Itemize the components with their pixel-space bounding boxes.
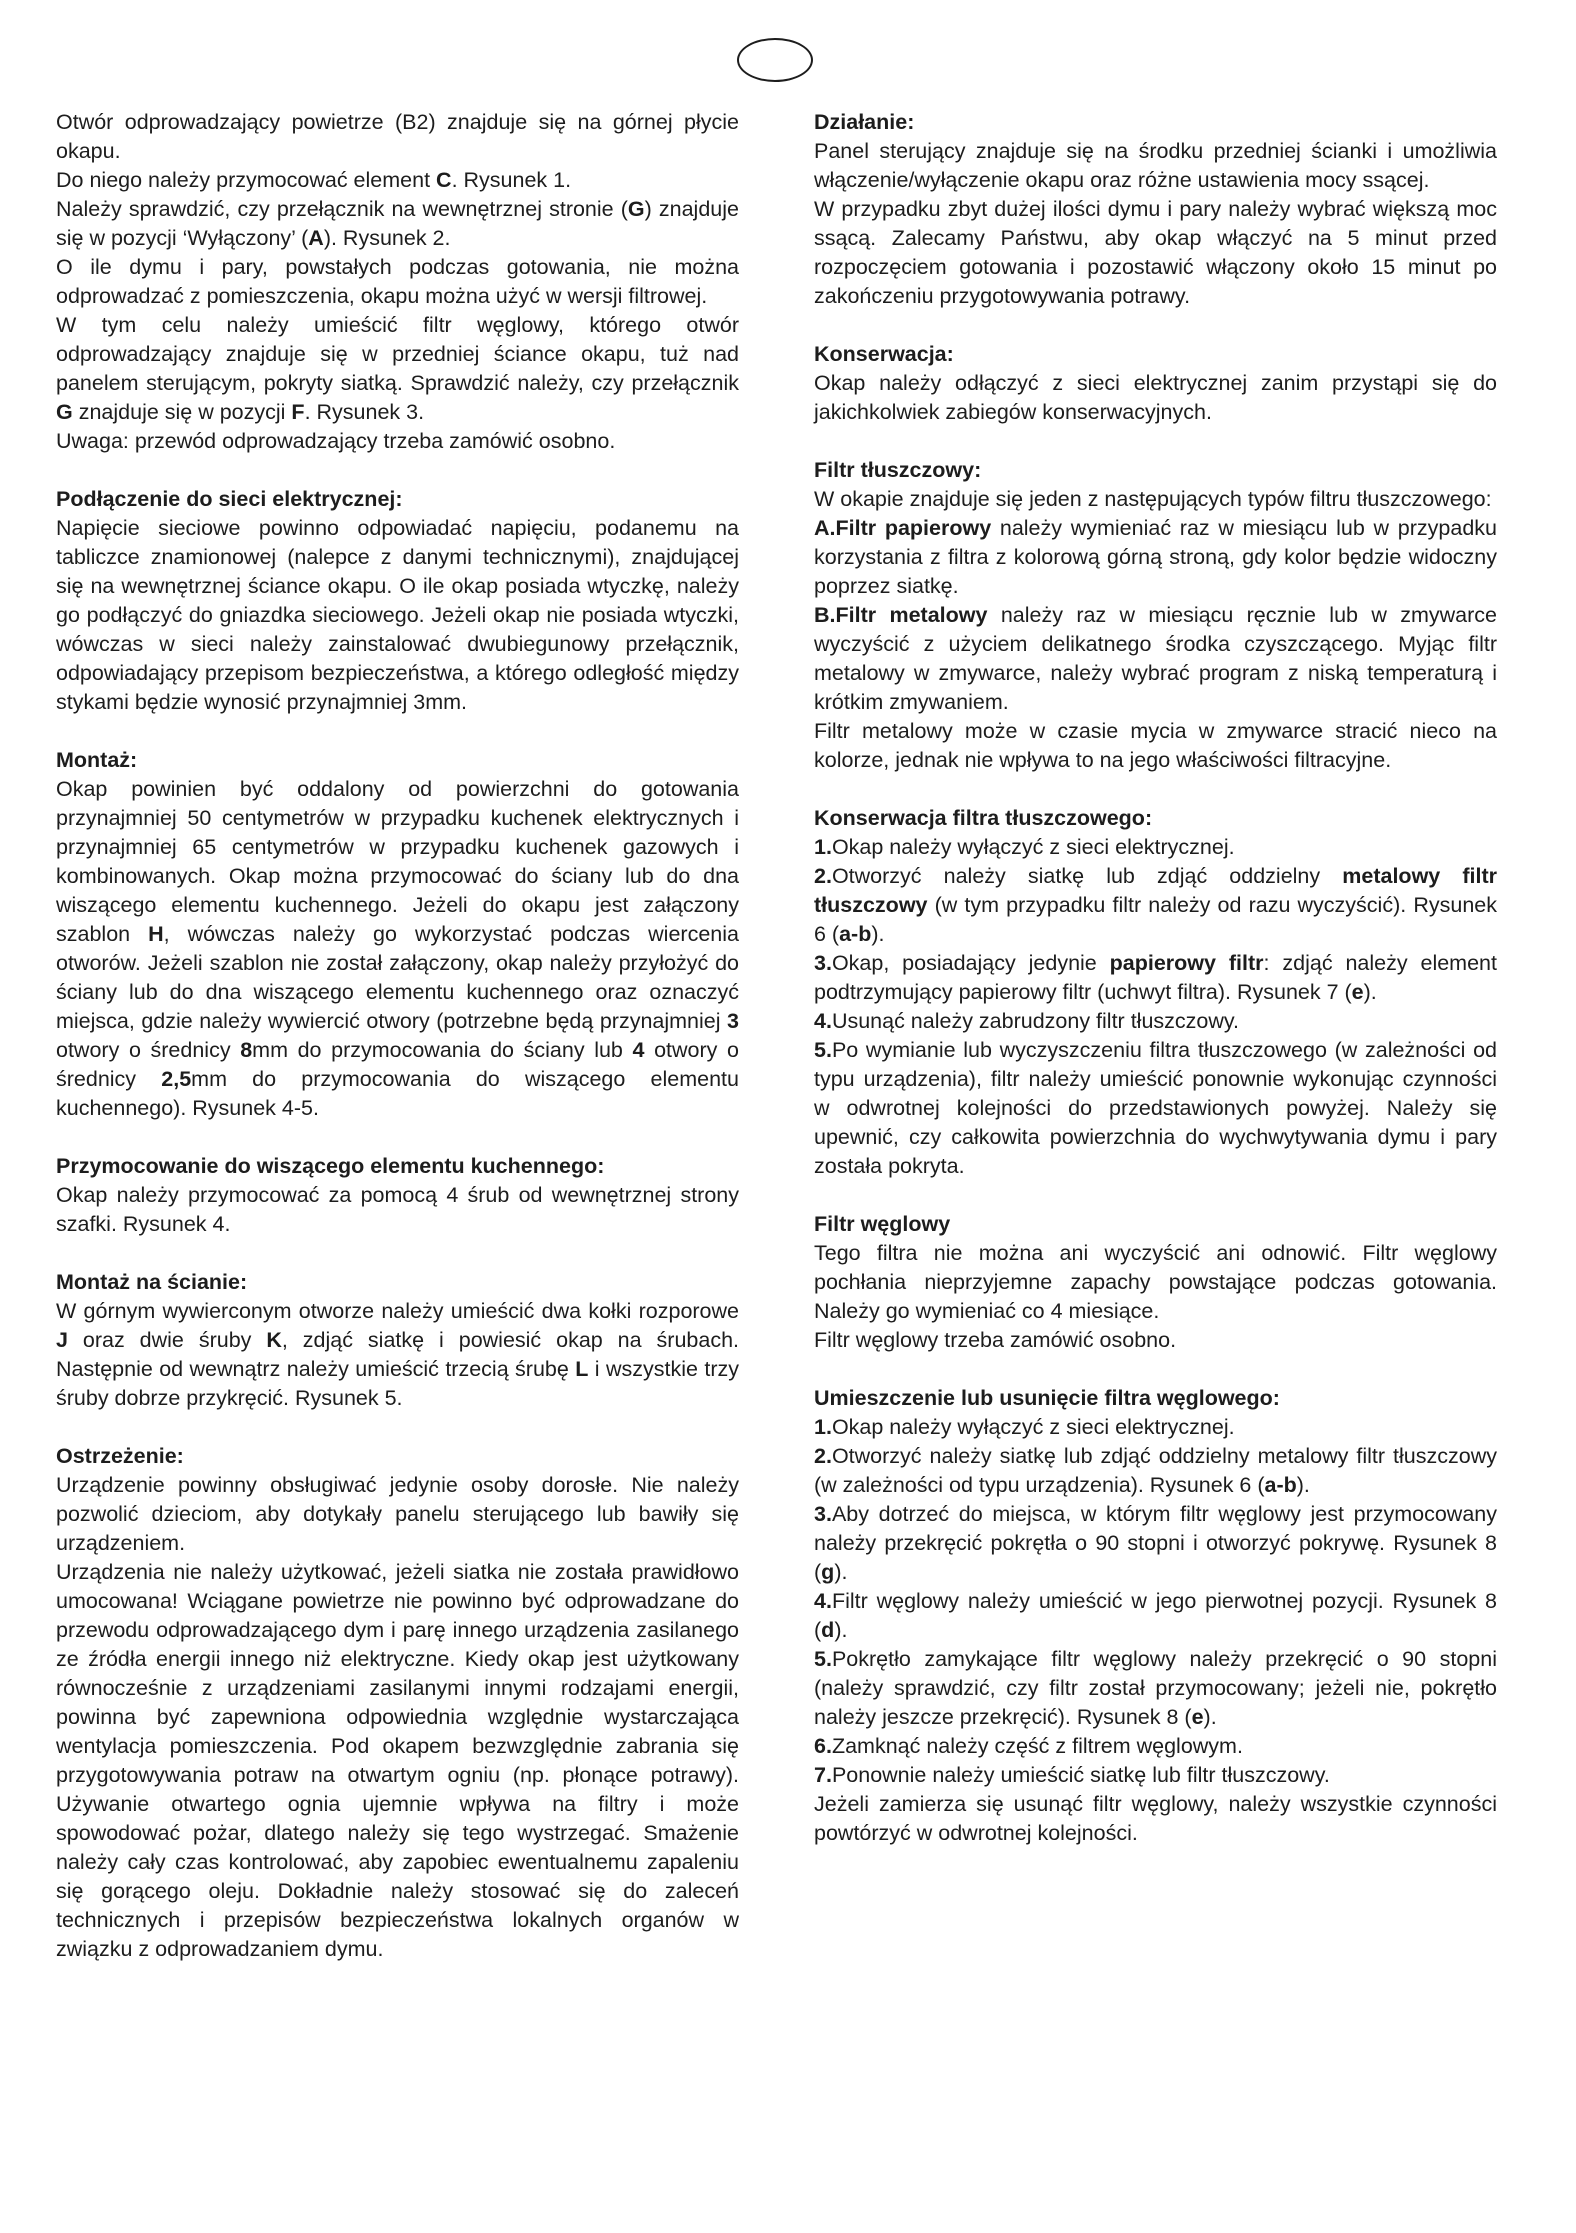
section-montaz: [56, 746, 739, 1123]
section-heading: Montaż na ścianie:: [56, 1270, 248, 1294]
section-heading: Podłączenie do sieci elektrycznej:: [56, 487, 403, 511]
paragraph: Okap powinien być oddalony od powierzchni do gotowania przynajmniej 50 centymetrów w przypadku kuchenek elektrycznych i przynajmniej 65 centymetrów w przypadku kuchenek gazowych i kombinowanych. Okap można przymocować do ściany lub do dna wiszącego elementu kuchennego. Jeżeli do okapu jest załączony szablon H, wówczas należy go wykorzystać podczas wiercenia otworów. Jeżeli szablon nie został załączony, okap należy przyłożyć do ściany lub do dna wiszącego elementu kuchennego oraz oznaczyć miejsca, gdzie należy wywiercić otwory (potrzebne będą przynajmniej 3 otwory o średnicy 8mm do przymocowania do ściany lub 4 otwory o średnicy 2,5mm do przymocowania do wiszącego elementu kuchennego). Rysunek 4-5.: [56, 777, 739, 1120]
paragraph: 3.Aby dotrzeć do miejsca, w którym filtr węglowy jest przymocowany należy przekręcić pokrętła o 90 stopni i otworzyć pokrywę. Rysunek 8 (g).: [814, 1502, 1497, 1584]
section-intro: [56, 108, 739, 456]
paragraph: 1.Okap należy wyłączyć z sieci elektrycznej.: [814, 1415, 1235, 1439]
paragraph: Jeżeli zamierza się usunąć filtr węglowy, należy wszystkie czynności powtórzyć w odwrotnej kolejności.: [814, 1792, 1497, 1845]
paragraph: Napięcie sieciowe powinno odpowiadać napięciu, podanemu na tabliczce znamionowej (nalepce z danymi technicznymi), znajdującej się na wewnętrznej ściance okapu. O ile okap posiada wtyczkę, należy go podłączyć do gniazdka sieciowego. Jeżeli okap nie posiada wtyczki, wówczas w sieci należy zainstalować dwubiegunowy przełącznik, odpowiadający przepisom bezpieczeństwa, a którego odległość między stykami będzie wynosić przynajmniej 3mm.: [56, 516, 739, 714]
section-dzialanie: [814, 108, 1497, 311]
section-heading: Konserwacja filtra tłuszczowego:: [814, 806, 1153, 830]
paragraph: 2.Otworzyć należy siatkę lub zdjąć oddzielny metalowy filtr tłuszczowy (w tym przypadku filtr należy od razu wyczyścić). Rysunek 6 (a-b).: [814, 864, 1497, 946]
section-filtr-tluszczowy: [814, 456, 1497, 775]
paragraph: Okap należy odłączyć z sieci elektrycznej zanim przystąpi się do jakichkolwiek zabiegów konserwacyjnych.: [814, 371, 1497, 424]
paragraph: Urządzenie powinny obsługiwać jedynie osoby dorosłe. Nie należy pozwolić dzieciom, aby dotykały panelu sterującego lub bawiły się urządzeniem.: [56, 1473, 739, 1555]
section-heading: Ostrzeżenie:: [56, 1444, 184, 1468]
paragraph: 5.Pokrętło zamykające filtr węglowy należy przekręcić o 90 stopni (należy sprawdzić, czy filtr został przymocowany; jeżeli nie, pokrętło należy jeszcze przekręcić). Rysunek 8 (e).: [814, 1647, 1497, 1729]
paragraph: Tego filtra nie można ani wyczyścić ani odnowić. Filtr węglowy pochłania nieprzyjemne zapachy powstające podczas gotowania. Należy go wymieniać co 4 miesiące.: [814, 1241, 1497, 1323]
section-filtr-weglowy: [814, 1210, 1497, 1355]
paragraph: B.Filtr metalowy należy raz w miesiącu ręcznie lub w zmywarce wyczyścić z użyciem delikatnego środka czyszczącego. Myjąc filtr metalowy w zmywarce, należy wybrać program z niską temperaturą i krótkim zmywaniem.: [814, 603, 1498, 714]
section-heading: Umieszczenie lub usunięcie filtra węglowego:: [814, 1386, 1280, 1410]
section-heading: Filtr węglowy: [814, 1212, 951, 1236]
paragraph: 1.Okap należy wyłączyć z sieci elektrycznej.: [814, 835, 1235, 859]
paragraph: Otwór odprowadzający powietrze (B2) znajduje się na górnej płycie okapu.: [56, 110, 739, 163]
paragraph: 7.Ponownie należy umieścić siatkę lub filtr tłuszczowy.: [814, 1763, 1330, 1787]
paragraph: Należy sprawdzić, czy przełącznik na wewnętrznej stronie (G) znajduje się w pozycji ‘Wyłączony’ (A). Rysunek 2.: [56, 197, 739, 250]
paragraph: W przypadku zbyt dużej ilości dymu i pary należy wybrać większą moc ssącą. Zalecamy Państwu, aby okap włączyć na 5 minut przed rozpoczęciem gotowania i pozostawić włączony około 15 minut po zakończeniu przygotowywania potrawy.: [814, 197, 1497, 308]
right-column: [814, 108, 1497, 1877]
paragraph: 6.Zamknąć należy część z filtrem węglowym.: [814, 1734, 1243, 1758]
left-column: [56, 108, 739, 1993]
section-heading: Konserwacja:: [814, 342, 954, 366]
paragraph: 4.Filtr węglowy należy umieścić w jego pierwotnej pozycji. Rysunek 8 (d).: [814, 1589, 1497, 1642]
section-montaz-na-scianie: [56, 1268, 739, 1413]
section-ostrzezenie: [56, 1442, 739, 1964]
section-konserwacja: [814, 340, 1497, 427]
section-przymocowanie-do-wiszacego-elementu-kuchennego: [56, 1152, 739, 1239]
paragraph: 4.Usunąć należy zabrudzony filtr tłuszczowy.: [814, 1009, 1240, 1033]
paragraph: Urządzenia nie należy użytkować, jeżeli siatka nie została prawidłowo umocowana! Wciągane powietrze nie powinno być odprowadzane do przewodu odprowadzającego dym i parę innego urządzenia zasilanego ze źródła energii innego niż elektryczne. Kiedy okap jest użytkowany równocześnie z urządzeniami zasilanymi innymi rodzajami energii, powinna być zapewniona odpowiednia względnie wystarczająca wentylacja pomieszczenia. Pod okapem bezwzględnie zabrania się przygotowywania potraw na otwartym ogniu (np. płonące potrawy). Używanie otwartego ognia ujemnie wpływa na filtry i może spowodować pożar, dlatego należy się tego wystrzegać. Smażenie należy cały czas kontrolować, aby zapobiec ewentualnemu zapaleniu się gorącego oleju. Dokładnie należy stosować się do zaleceń technicznych i przepisów bezpieczeństwa lokalnych organów w związku z odprowadzaniem dymu.: [56, 1560, 739, 1961]
paragraph: 2.Otworzyć należy siatkę lub zdjąć oddzielny metalowy filtr tłuszczowy (w zależności od typu urządzenia). Rysunek 6 (a-b).: [814, 1444, 1497, 1497]
paragraph: Panel sterujący znajduje się na środku przedniej ścianki i umożliwia włączenie/wyłączenie okapu oraz różne ustawienia mocy ssącej.: [814, 139, 1497, 192]
paragraph: W okapie znajduje się jeden z następujących typów filtru tłuszczowego:: [814, 487, 1492, 511]
paragraph: O ile dymu i pary, powstałych podczas gotowania, nie można odprowadzać z pomieszczenia, okapu można użyć w wersji filtrowej.: [56, 255, 739, 308]
language-oval-marker: [737, 38, 813, 82]
paragraph: A.Filtr papierowy należy wymieniać raz w miesiącu lub w przypadku korzystania z filtra z kolorową górną stroną, gdy kolor będzie widoczny poprzez siatkę.: [814, 516, 1497, 598]
paragraph: Filtr metalowy może w czasie mycia w zmywarce stracić nieco na kolorze, jednak nie wpływa to na jego właściwości filtracyjne.: [814, 719, 1497, 772]
paragraph: W górnym wywierconym otworze należy umieścić dwa kołki rozporowe J oraz dwie śruby K, zdjąć siatkę i powiesić okap na śrubach. Następnie od wewnątrz należy umieścić trzecią śrubę L i wszystkie trzy śruby dobrze przykręcić. Rysunek 5.: [56, 1299, 739, 1410]
section-heading: Działanie:: [814, 110, 915, 134]
section-heading: Montaż:: [56, 748, 138, 772]
paragraph: 5.Po wymianie lub wyczyszczeniu filtra tłuszczowego (w zależności od typu urządzenia), filtr należy umieścić ponownie wykonując czynności w odwrotnej kolejności do przedstawionych powyżej. Należy się upewnić, czy całkowita powierzchnia do wychwytywania dymu i pary została pokryta.: [814, 1038, 1497, 1178]
section-umieszczenie-lub-usuniecie-filtra-weglowego: [814, 1384, 1497, 1848]
section-podlaczenie-do-sieci-elektrycznej: [56, 485, 739, 717]
paragraph: Uwaga: przewód odprowadzający trzeba zamówić osobno.: [56, 429, 616, 453]
paragraph: W tym celu należy umieścić filtr węglowy, którego otwór odprowadzający znajduje się w przedniej ściance okapu, tuż nad panelem sterującym, pokryty siatką. Sprawdzić należy, czy przełącznik G znajduje się w pozycji F. Rysunek 3.: [56, 313, 739, 424]
section-konserwacja-filtra-tluszczowego: [814, 804, 1497, 1181]
section-heading: Przymocowanie do wiszącego elementu kuchennego:: [56, 1154, 605, 1178]
section-heading: Filtr tłuszczowy:: [814, 458, 982, 482]
paragraph: 3.Okap, posiadający jedynie papierowy filtr: zdjąć należy element podtrzymujący papierowy filtr (uchwyt filtra). Rysunek 7 (e).: [814, 951, 1497, 1004]
paragraph: Filtr węglowy trzeba zamówić osobno.: [814, 1328, 1177, 1352]
paragraph: Okap należy przymocować za pomocą 4 śrub od wewnętrznej strony szafki. Rysunek 4.: [56, 1183, 739, 1236]
paragraph: Do niego należy przymocować element C. Rysunek 1.: [56, 168, 572, 192]
